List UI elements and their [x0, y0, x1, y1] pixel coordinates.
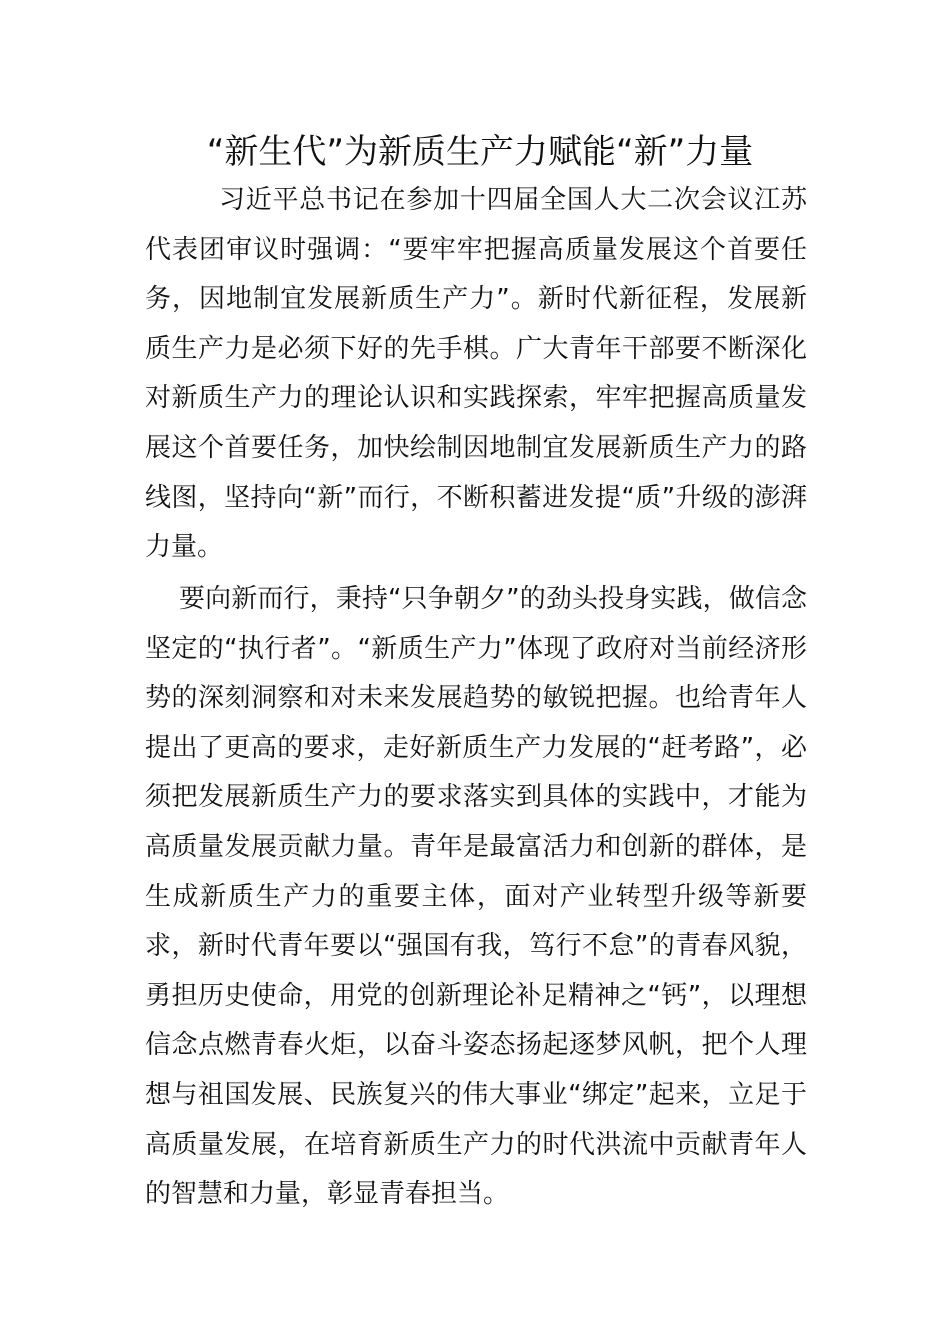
body-paragraph-1: 习近平总书记在参加十四届全国人大二次会议江苏代表团审议时强调：“要牢牢把握高质量发展这个首要任务，因地制宜发展新质生产力”。新时代新征程，发展新质生产力是必须下好的先手棋。广大青年干部要不断深化对新质生产力的理论认识和实践探索，牢牢把握高质量发展这个首要任务，加快绘制因地制宜发展新质生产力的路线图，坚持向“新”而行，不断积蓄进发提“质”升级的澎湃力量。: [145, 185, 807, 563]
body-paragraph-2: 要向新而行，秉持“只争朝夕”的劲头投身实践，做信念坚定的“执行者”。“新质生产力”体现了政府对当前经济形势的深刻洞察和对未来发展趋势的敏锐把握。也给青年人提出了更高的要求，走好新质生产力发展的“赶考路”，必须把发展新质生产力的要求落实到具体的实践中，才能为高质量发展贡献力量。青年是最富活力和创新的群体，是生成新质生产力的重要主体，面对产业转型升级等新要求，新时代青年要以“强国有我，笃行不怠”的青春风貌，勇担历史使命，用党的创新理论补足精神之“钙”，以理想信念点燃青春火炬，以奋斗姿态扬起逐梦风帆，把个人理想与祖国发展、民族复兴的伟大事业“绑定”起来，立足于高质量发展，在培育新质生产力的时代洪流中贡献青年人的智慧和力量，彰显青春担当。: [145, 584, 807, 1210]
document-title: “新生代”为新质生产力赋能“新”力量: [206, 132, 754, 172]
